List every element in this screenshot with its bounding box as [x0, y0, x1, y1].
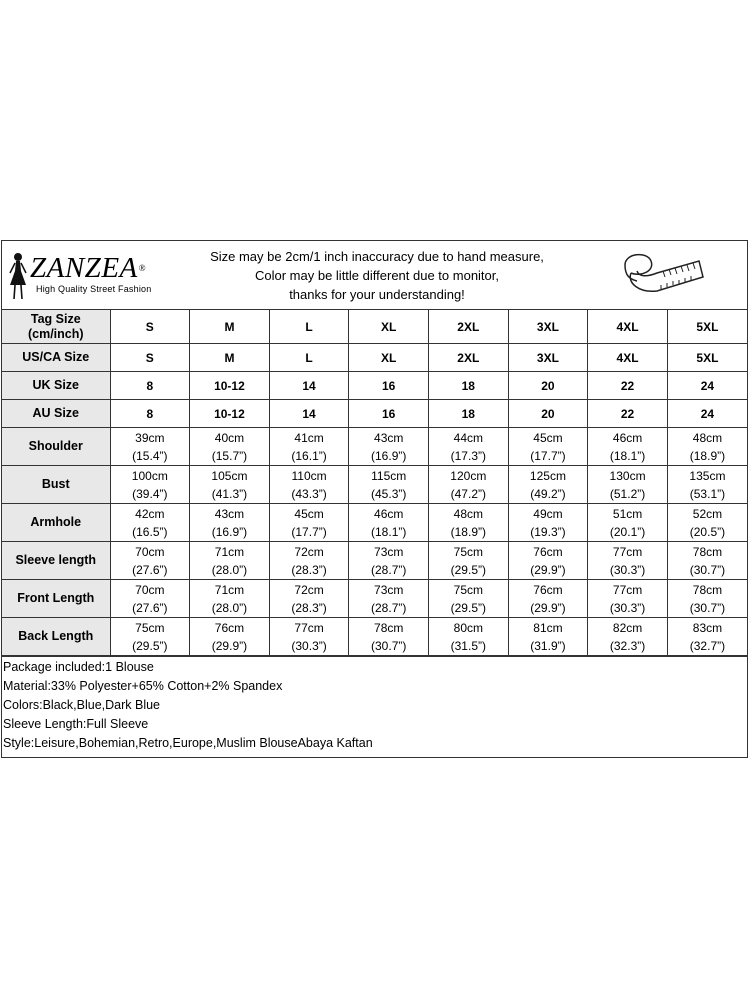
inch-value: (28.0”) [211, 600, 248, 615]
measurement-cell [110, 542, 190, 580]
inch-value: (43.3”) [291, 486, 327, 501]
inch-value: (30.3”) [609, 600, 646, 615]
size-cell: 24 [667, 400, 747, 428]
inch-value: (45.3”) [371, 486, 407, 501]
measurement-cell [269, 580, 349, 618]
inch-value: (27.6”) [132, 562, 168, 577]
cm-value: 44cm [453, 430, 483, 445]
row-label: Bust [2, 466, 110, 504]
size-cell: 18 [429, 400, 509, 428]
inch-value: (18.9”) [450, 524, 486, 539]
measurement-cell [349, 504, 429, 542]
measurement-row [2, 580, 747, 618]
inch-value: (29.5”) [450, 600, 486, 615]
inch-value: (17.7”) [530, 448, 566, 463]
cm-value: 75cm [453, 544, 483, 559]
measurement-cell [110, 580, 190, 618]
notice-line: thanks for your understanding! [289, 287, 465, 302]
measurement-row [2, 542, 747, 580]
inch-value: (16.1”) [291, 448, 327, 463]
size-cell: 20 [508, 372, 588, 400]
inch-value: (29.9”) [211, 638, 248, 653]
measurement-cell [429, 542, 509, 580]
size-table [2, 310, 747, 656]
size-chart-sheet [1, 240, 748, 758]
row-label: Front Length [2, 580, 110, 618]
measurement-cell [588, 580, 668, 618]
cm-value: 51cm [612, 506, 643, 521]
cm-value: 76cm [214, 620, 245, 635]
detail-line: Sleeve Length:Full Sleeve [3, 717, 149, 731]
measurement-cell [667, 580, 747, 618]
measurement-cell [429, 618, 509, 656]
measurement-row [2, 504, 747, 542]
brand-name: ZANZEA® [30, 252, 147, 284]
measurement-cell [190, 428, 270, 466]
measurement-cell [508, 504, 588, 542]
size-cell: 20 [508, 400, 588, 428]
measurement-cell [508, 466, 588, 504]
measurement-cell [429, 580, 509, 618]
inch-value: (29.9”) [530, 562, 566, 577]
inch-value: (16.5”) [132, 524, 168, 539]
measurement-cell [588, 618, 668, 656]
size-cell: 16 [349, 400, 429, 428]
size-cell: 10-12 [190, 372, 270, 400]
cm-value: 130cm [609, 468, 646, 483]
measurement-cell [110, 428, 190, 466]
inch-value: (17.7”) [291, 524, 327, 539]
measurement-cell [190, 618, 270, 656]
measurement-cell [269, 466, 349, 504]
cm-value: 75cm [453, 582, 483, 597]
measurement-cell [110, 466, 190, 504]
cm-value: 105cm [211, 468, 248, 483]
cm-value: 77cm [612, 582, 643, 597]
size-cell: XL [349, 344, 429, 372]
inch-value: (28.7”) [371, 562, 407, 577]
measurement-cell [667, 542, 747, 580]
cm-value: 40cm [214, 430, 245, 445]
measurement-cell [429, 504, 509, 542]
cm-value: 78cm [374, 620, 404, 635]
inch-value: (29.9”) [530, 600, 566, 615]
cm-value: 76cm [533, 582, 563, 597]
cm-value: 83cm [692, 620, 723, 635]
inch-value: (41.3”) [211, 486, 248, 501]
inch-value: (20.5”) [689, 524, 726, 539]
chart-header [2, 241, 747, 310]
size-cell: 4XL [588, 310, 668, 344]
cm-value: 70cm [135, 582, 165, 597]
inch-value: (16.9”) [371, 448, 407, 463]
cm-value: 125cm [529, 468, 566, 483]
inch-value: (18.9”) [689, 448, 726, 463]
measurement-cell [190, 580, 270, 618]
cm-value: 77cm [612, 544, 643, 559]
inch-value: (31.9”) [530, 638, 566, 653]
size-row [2, 344, 747, 372]
brand-logo [6, 251, 156, 301]
cm-value: 49cm [533, 506, 563, 521]
measurement-cell [588, 466, 668, 504]
measurement-cell [190, 466, 270, 504]
measurement-cell [588, 504, 668, 542]
size-cell: S [110, 310, 190, 344]
inch-value: (27.6”) [132, 600, 168, 615]
measurement-row [2, 428, 747, 466]
inch-value: (30.7”) [371, 638, 407, 653]
measurement-cell [508, 618, 588, 656]
row-label: Back Length [2, 618, 110, 656]
cm-value: 72cm [294, 582, 324, 597]
size-cell: S [110, 344, 190, 372]
size-cell: 10-12 [190, 400, 270, 428]
cm-value: 73cm [374, 544, 404, 559]
notice-line: Color may be little different due to monitor, [255, 268, 499, 283]
measurement-cell [667, 466, 747, 504]
inch-value: (53.1”) [689, 486, 726, 501]
row-label: Sleeve length [2, 542, 110, 580]
cm-value: 80cm [453, 620, 483, 635]
cm-value: 78cm [692, 582, 723, 597]
inch-value: (39.4”) [132, 486, 168, 501]
measurement-cell [429, 466, 509, 504]
inch-value: (29.5”) [450, 562, 486, 577]
inch-value: (28.7”) [371, 600, 407, 615]
size-cell: 2XL [429, 344, 509, 372]
size-cell: 24 [667, 372, 747, 400]
measuring-tape-icon [617, 247, 707, 303]
row-label: Tag Size (cm/inch) [2, 310, 110, 344]
inch-value: (28.3”) [291, 562, 327, 577]
inch-value: (16.9”) [211, 524, 248, 539]
measurement-cell [508, 580, 588, 618]
cm-value: 82cm [612, 620, 643, 635]
cm-value: 45cm [533, 430, 563, 445]
cm-value: 52cm [692, 506, 723, 521]
inch-value: (15.7”) [211, 448, 248, 463]
measurement-cell [110, 504, 190, 542]
measurement-cell [667, 618, 747, 656]
inch-value: (30.7”) [689, 562, 726, 577]
cm-value: 39cm [135, 430, 165, 445]
measurement-cell [508, 428, 588, 466]
measurement-cell [269, 542, 349, 580]
cm-value: 76cm [533, 544, 563, 559]
size-cell: 3XL [508, 344, 588, 372]
cm-value: 43cm [374, 430, 404, 445]
inch-value: (18.1”) [371, 524, 407, 539]
measurement-notice [167, 247, 587, 304]
inch-value: (31.5”) [450, 638, 486, 653]
row-label: Armhole [2, 504, 110, 542]
size-cell: M [190, 310, 270, 344]
measurement-cell [349, 580, 429, 618]
size-cell: M [190, 344, 270, 372]
cm-value: 78cm [692, 544, 723, 559]
cm-value: 41cm [294, 430, 324, 445]
size-cell: 5XL [667, 344, 747, 372]
cm-value: 110cm [291, 468, 327, 483]
size-cell: 8 [110, 372, 190, 400]
inch-value: (28.0”) [211, 562, 248, 577]
size-cell: 5XL [667, 310, 747, 344]
inch-value: (19.3”) [530, 524, 566, 539]
measurement-cell [588, 428, 668, 466]
cm-value: 71cm [214, 582, 245, 597]
size-cell: 2XL [429, 310, 509, 344]
measurement-cell [667, 428, 747, 466]
inch-value: (47.2”) [450, 486, 486, 501]
size-cell: 18 [429, 372, 509, 400]
measurement-cell [588, 542, 668, 580]
cm-value: 48cm [692, 430, 723, 445]
row-label: AU Size [2, 400, 110, 428]
measurement-cell [349, 466, 429, 504]
measurement-cell [269, 618, 349, 656]
measurement-row [2, 618, 747, 656]
measurement-cell [269, 504, 349, 542]
size-row [2, 372, 747, 400]
measurement-cell [429, 428, 509, 466]
product-details [2, 656, 747, 757]
measurement-cell [110, 618, 190, 656]
size-cell: 14 [269, 400, 349, 428]
cm-value: 81cm [533, 620, 563, 635]
size-cell: 22 [588, 372, 668, 400]
size-row [2, 400, 747, 428]
inch-value: (30.3”) [291, 638, 327, 653]
measurement-cell [269, 428, 349, 466]
size-cell: L [269, 344, 349, 372]
cm-value: 77cm [294, 620, 324, 635]
size-cell: 22 [588, 400, 668, 428]
cm-value: 115cm [371, 468, 407, 483]
inch-value: (15.4”) [132, 448, 168, 463]
brand-tagline: High Quality Street Fashion [36, 284, 152, 294]
measurement-cell [190, 504, 270, 542]
row-label: UK Size [2, 372, 110, 400]
cm-value: 42cm [135, 506, 165, 521]
inch-value: (29.5”) [132, 638, 168, 653]
inch-value: (49.2”) [530, 486, 566, 501]
measurement-cell [190, 542, 270, 580]
notice-line: Size may be 2cm/1 inch inaccuracy due to hand measure, [210, 249, 544, 264]
inch-value: (20.1”) [609, 524, 646, 539]
size-cell: L [269, 310, 349, 344]
detail-line: Colors:Black,Blue,Dark Blue [3, 698, 161, 712]
inch-value: (32.3”) [609, 638, 646, 653]
cm-value: 46cm [374, 506, 404, 521]
inch-value: (30.7”) [689, 600, 726, 615]
measurement-cell [349, 618, 429, 656]
size-cell: XL [349, 310, 429, 344]
fashion-figure-icon [6, 251, 30, 301]
detail-line: Package included:1 Blouse [3, 660, 154, 674]
cm-value: 70cm [135, 544, 165, 559]
size-row [2, 310, 747, 344]
cm-value: 46cm [612, 430, 643, 445]
cm-value: 100cm [131, 468, 168, 483]
cm-value: 135cm [689, 468, 726, 483]
size-cell: 16 [349, 372, 429, 400]
inch-value: (32.7”) [689, 638, 726, 653]
measurement-cell [349, 428, 429, 466]
cm-value: 48cm [453, 506, 483, 521]
size-cell: 4XL [588, 344, 668, 372]
inch-value: (17.3”) [450, 448, 486, 463]
measurement-cell [667, 504, 747, 542]
detail-line: Style:Leisure,Bohemian,Retro,Europe,Muslim BlouseAbaya Kaftan [3, 736, 373, 750]
measurement-cell [508, 542, 588, 580]
inch-value: (30.3”) [609, 562, 646, 577]
cm-value: 73cm [374, 582, 404, 597]
row-label: Shoulder [2, 428, 110, 466]
measurement-row [2, 466, 747, 504]
cm-value: 120cm [450, 468, 487, 483]
size-cell: 8 [110, 400, 190, 428]
inch-value: (28.3”) [291, 600, 327, 615]
cm-value: 45cm [294, 506, 324, 521]
size-cell: 3XL [508, 310, 588, 344]
inch-value: (51.2”) [609, 486, 646, 501]
measurement-cell [349, 542, 429, 580]
cm-value: 71cm [214, 544, 245, 559]
cm-value: 75cm [135, 620, 165, 635]
inch-value: (18.1”) [609, 448, 646, 463]
detail-line: Material:33% Polyester+65% Cotton+2% Spandex [3, 679, 283, 693]
cm-value: 72cm [294, 544, 324, 559]
cm-value: 43cm [214, 506, 245, 521]
size-cell: 14 [269, 372, 349, 400]
row-label: US/CA Size [2, 344, 110, 372]
